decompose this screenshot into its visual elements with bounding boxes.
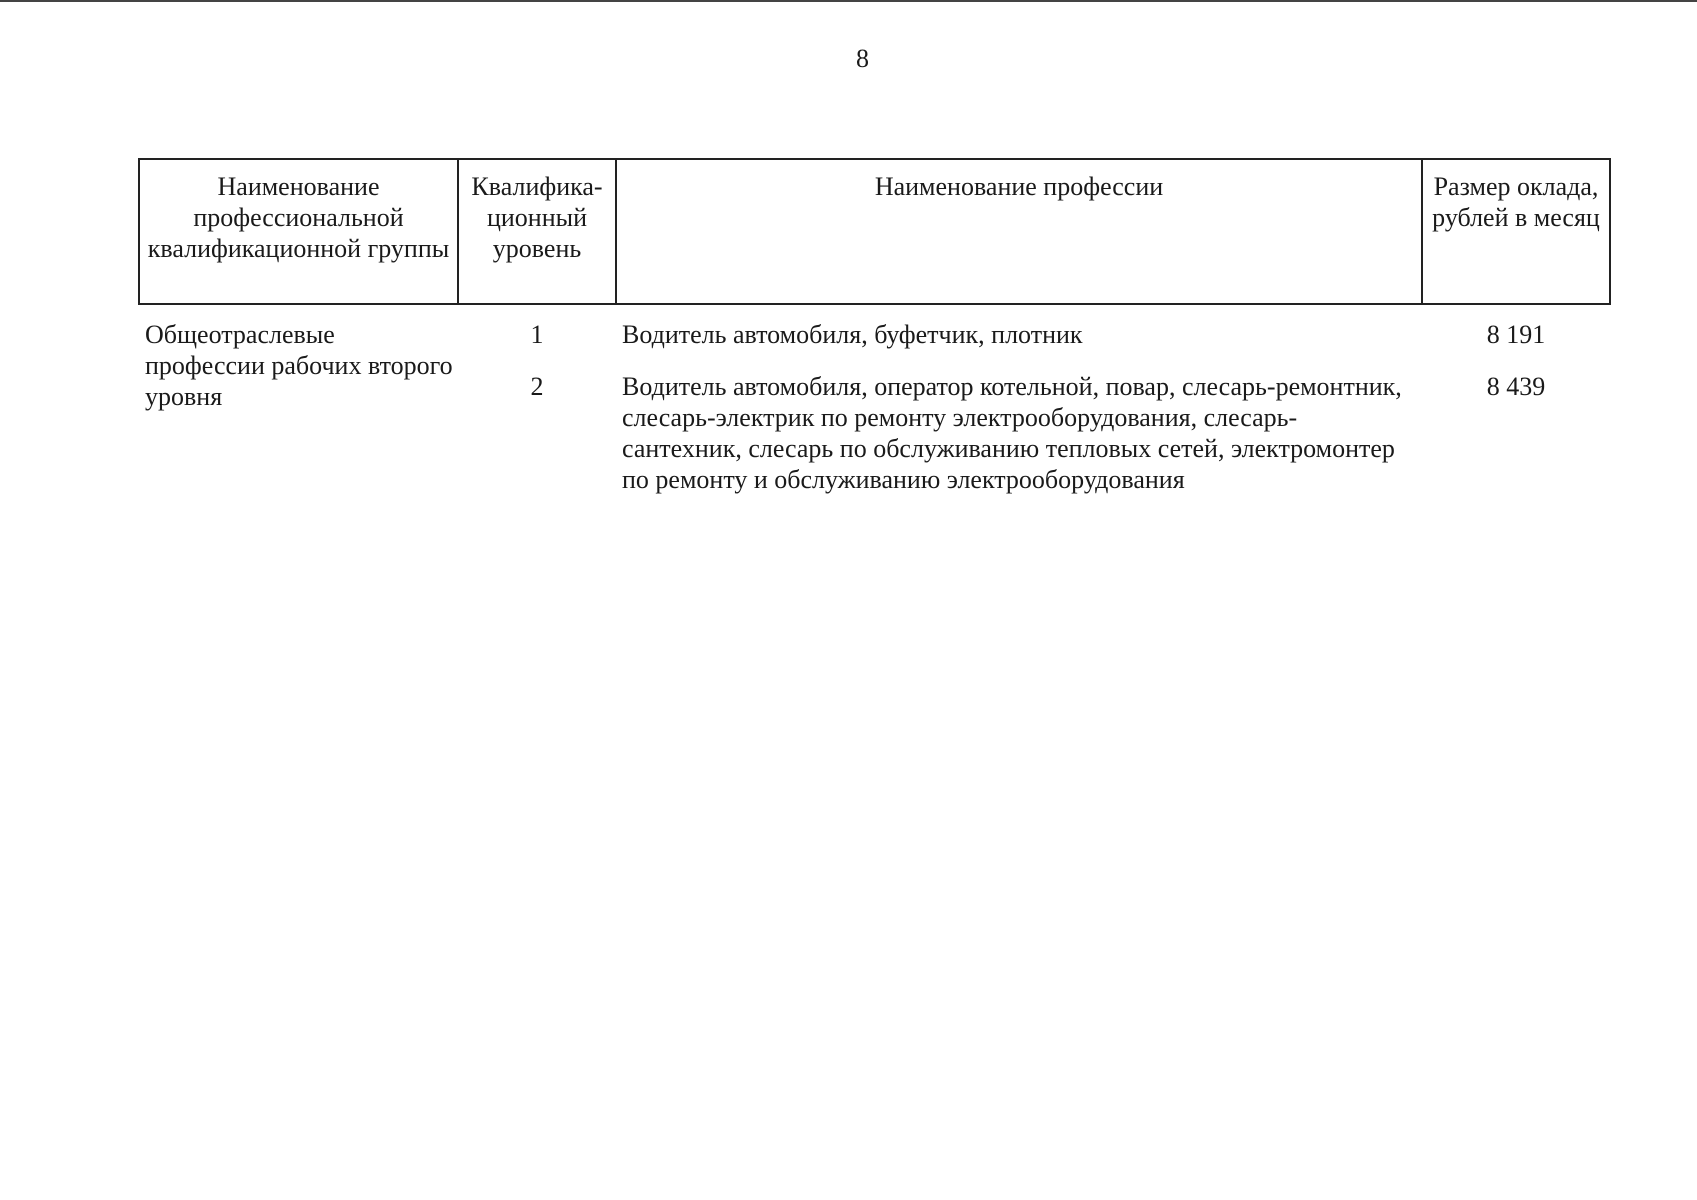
table-header	[139, 159, 1610, 304]
salary-cell: 8 191	[1486, 320, 1546, 349]
salary-cell: 8 439	[1486, 372, 1546, 401]
header-group-name: Наименование профессиональной квалификационной группы	[139, 159, 458, 304]
profession-cell: Водитель автомобиля, оператор котельной, повар, слесарь-ремонтник, слесарь-электрик по ремонту электрооборудования, слесарь-сантехник, слесарь по обслуживанию тепловых сетей, электромонтер по ремонту и обслуживанию электрооборудования	[622, 372, 1402, 494]
header-row	[139, 159, 1610, 304]
level-cell: 1	[530, 320, 544, 349]
page-number: 8	[856, 44, 869, 73]
group-name-cell: Общеотраслевые профессии рабочих второго уровня	[145, 320, 453, 411]
table-row	[139, 304, 1610, 350]
table-body	[139, 304, 1610, 495]
profession-cell: Водитель автомобиля, буфетчик, плотник	[622, 320, 1083, 349]
salary-table	[138, 158, 1611, 495]
header-salary: Размер оклада, рублей в месяц	[1422, 159, 1610, 304]
level-cell: 2	[530, 372, 544, 401]
top-border-line	[0, 0, 1697, 2]
header-profession-name: Наименование профессии	[616, 159, 1422, 304]
header-qualification-level: Квалифика-ционный уровень	[458, 159, 616, 304]
salary-table-container	[138, 158, 1609, 495]
